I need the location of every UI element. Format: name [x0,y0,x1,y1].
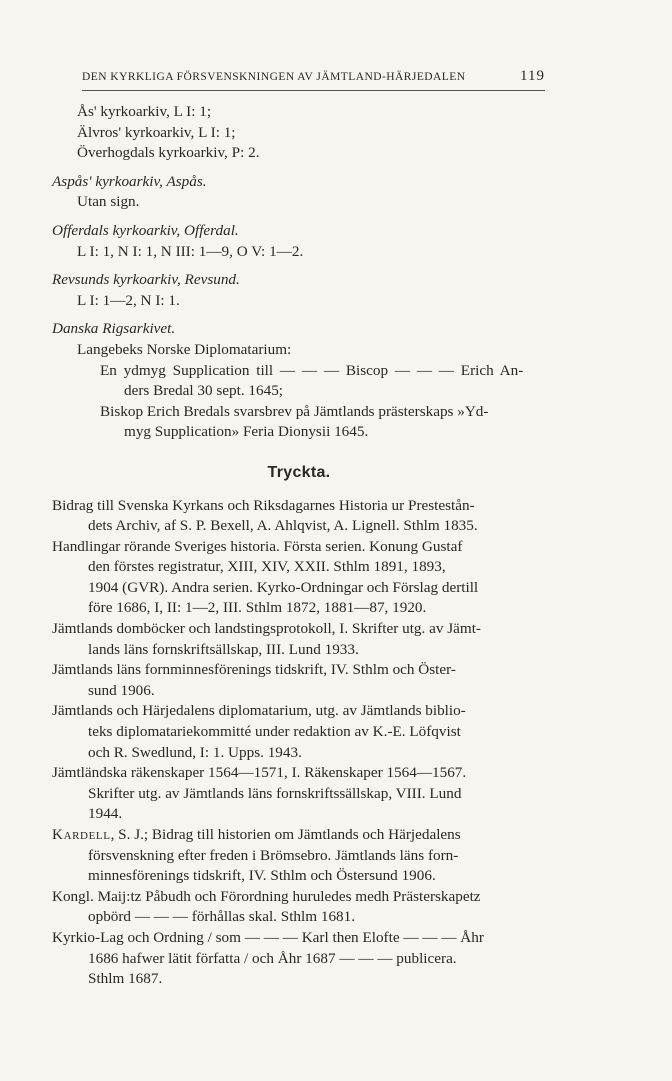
bibliography-line: lands läns fornskriftsällskap, III. Lund 1933. [88,640,359,658]
bibliography-line: sund 1906. [88,681,155,699]
author-name: Kardell [52,826,111,843]
bibliography-line: Kongl. Maij:tz Påbudh och Förordning huruledes medh Prästerskapetz [52,887,481,905]
bibliography-line: Kyrkio-Lag och Ordning / som — — — Karl then Elofte — — — Åhr [52,928,484,946]
archive-line: Älvros' kyrkoarkiv, L I: 1; [77,123,236,141]
archive-line: Utan sign. [77,193,140,211]
bibliography-line: Handlingar rörande Sveriges historia. Första serien. Konung Gustaf [52,537,463,555]
archive-list-top [52,102,546,164]
bibliography-entry [52,887,546,928]
section-heading-aspas: Aspås' kyrkoarkiv, Aspås. [52,172,207,190]
archive-line: ders Bredal 30 sept. 1645; [124,382,284,400]
bibliography-line: minnesförenings tidskrift, IV. Sthlm och Östersund 1906. [88,867,436,885]
archive-line: Biskop Erich Bredals svarsbrev på Jämtlands prästerskaps »Yd- [100,402,489,420]
archive-line: En ydmyg Supplication till — — — Biscop — — — Erich An- [100,361,524,379]
running-title: DEN KYRKLIGA FÖRSVENSKNINGEN AV JÄMTLAND-HÄRJEDALEN [82,71,466,83]
header-rule [82,90,545,91]
bibliography-list [52,496,546,990]
bibliography-line: dets Archiv, af S. P. Bexell, A. Ahlqvist, A. Lignell. Sthlm 1835. [88,517,478,535]
bibliography-entry [52,619,546,660]
bibliography-line: Jämtlands och Härjedalens diplomatarium, utg. av Jämtlands biblio- [52,702,466,720]
bibliography-line: försvenskning efter freden i Brömsebro. Jämtlands läns forn- [88,846,459,864]
section-heading-offerdal: Offerdals kyrkoarkiv, Offerdal. [52,221,239,239]
bibliography-entry [52,660,546,701]
section-title-printed: Tryckta. [267,463,331,481]
bibliography-line: Kardell, S. J.; Bidrag till historien om Jämtlands och Härjedalens [52,826,461,843]
archive-line: Överhogdals kyrkoarkiv, P: 2. [77,144,260,162]
bibliography-line: före 1686, I, II: 1—2, III. Sthlm 1872, 1881—87, 1920. [88,599,427,617]
archive-line: Ås' kyrkoarkiv, L I: 1; [77,103,212,120]
bibliography-line: Sthlm 1687. [88,970,163,988]
section-heading-revsund: Revsunds kyrkoarkiv, Revsund. [52,271,240,289]
running-header [82,68,545,85]
archive-line: L I: 1, N I: 1, N III: 1—9, O V: 1—2. [77,242,304,260]
bibliography-line: Jämtländska räkenskaper 1564—1571, I. Räkenskaper 1564—1567. [52,764,467,782]
bibliography-line: 1944. [88,805,123,823]
bibliography-entry [52,496,546,537]
bibliography-line: Jämtlands domböcker och landstingsprotokoll, I. Skrifter utg. av Jämt- [52,620,481,638]
bibliography-line: den förstes registratur, XIII, XIV, XXII. Sthlm 1891, 1893, [88,558,446,576]
bibliography-line: 1904 (GVR). Andra serien. Kyrko-Ordningar och Förslag dertill [88,578,479,596]
bibliography-entry [52,825,546,887]
bibliography-line: Bidrag till Svenska Kyrkans och Riksdagarnes Historia ur Prestestån- [52,496,475,514]
bibliography-line: opbörd — — — förhållas skal. Sthlm 1681. [88,908,356,926]
page-body [52,102,546,990]
page-number: 119 [520,68,545,84]
archive-line: L I: 1—2, N I: 1. [77,291,180,309]
archive-line: myg Supplication» Feria Dionysii 1645. [124,423,369,441]
bibliography-line: och R. Swedlund, I: 1. Upps. 1943. [88,743,302,761]
bibliography-line: teks diplomatariekommitté under redaktion av K.-E. Löfqvist [88,723,461,741]
bibliography-entry [52,928,546,990]
bibliography-entry [52,763,546,825]
bibliography-line: 1686 hafwer lätit författa / och Åhr 1687 — — — publicera. [88,949,457,967]
bibliography-entry [52,537,546,619]
archive-line: Langebeks Norske Diplomatarium: [77,340,292,358]
bibliography-line: Jämtlands läns fornminnesförenings tidskrift, IV. Sthlm och Öster- [52,661,456,679]
section-heading-danska: Danska Rigsarkivet. [52,320,176,338]
bibliography-entry [52,701,546,763]
bibliography-line: Skrifter utg. av Jämtlands läns fornskriftssällskap, VIII. Lund [88,784,462,802]
